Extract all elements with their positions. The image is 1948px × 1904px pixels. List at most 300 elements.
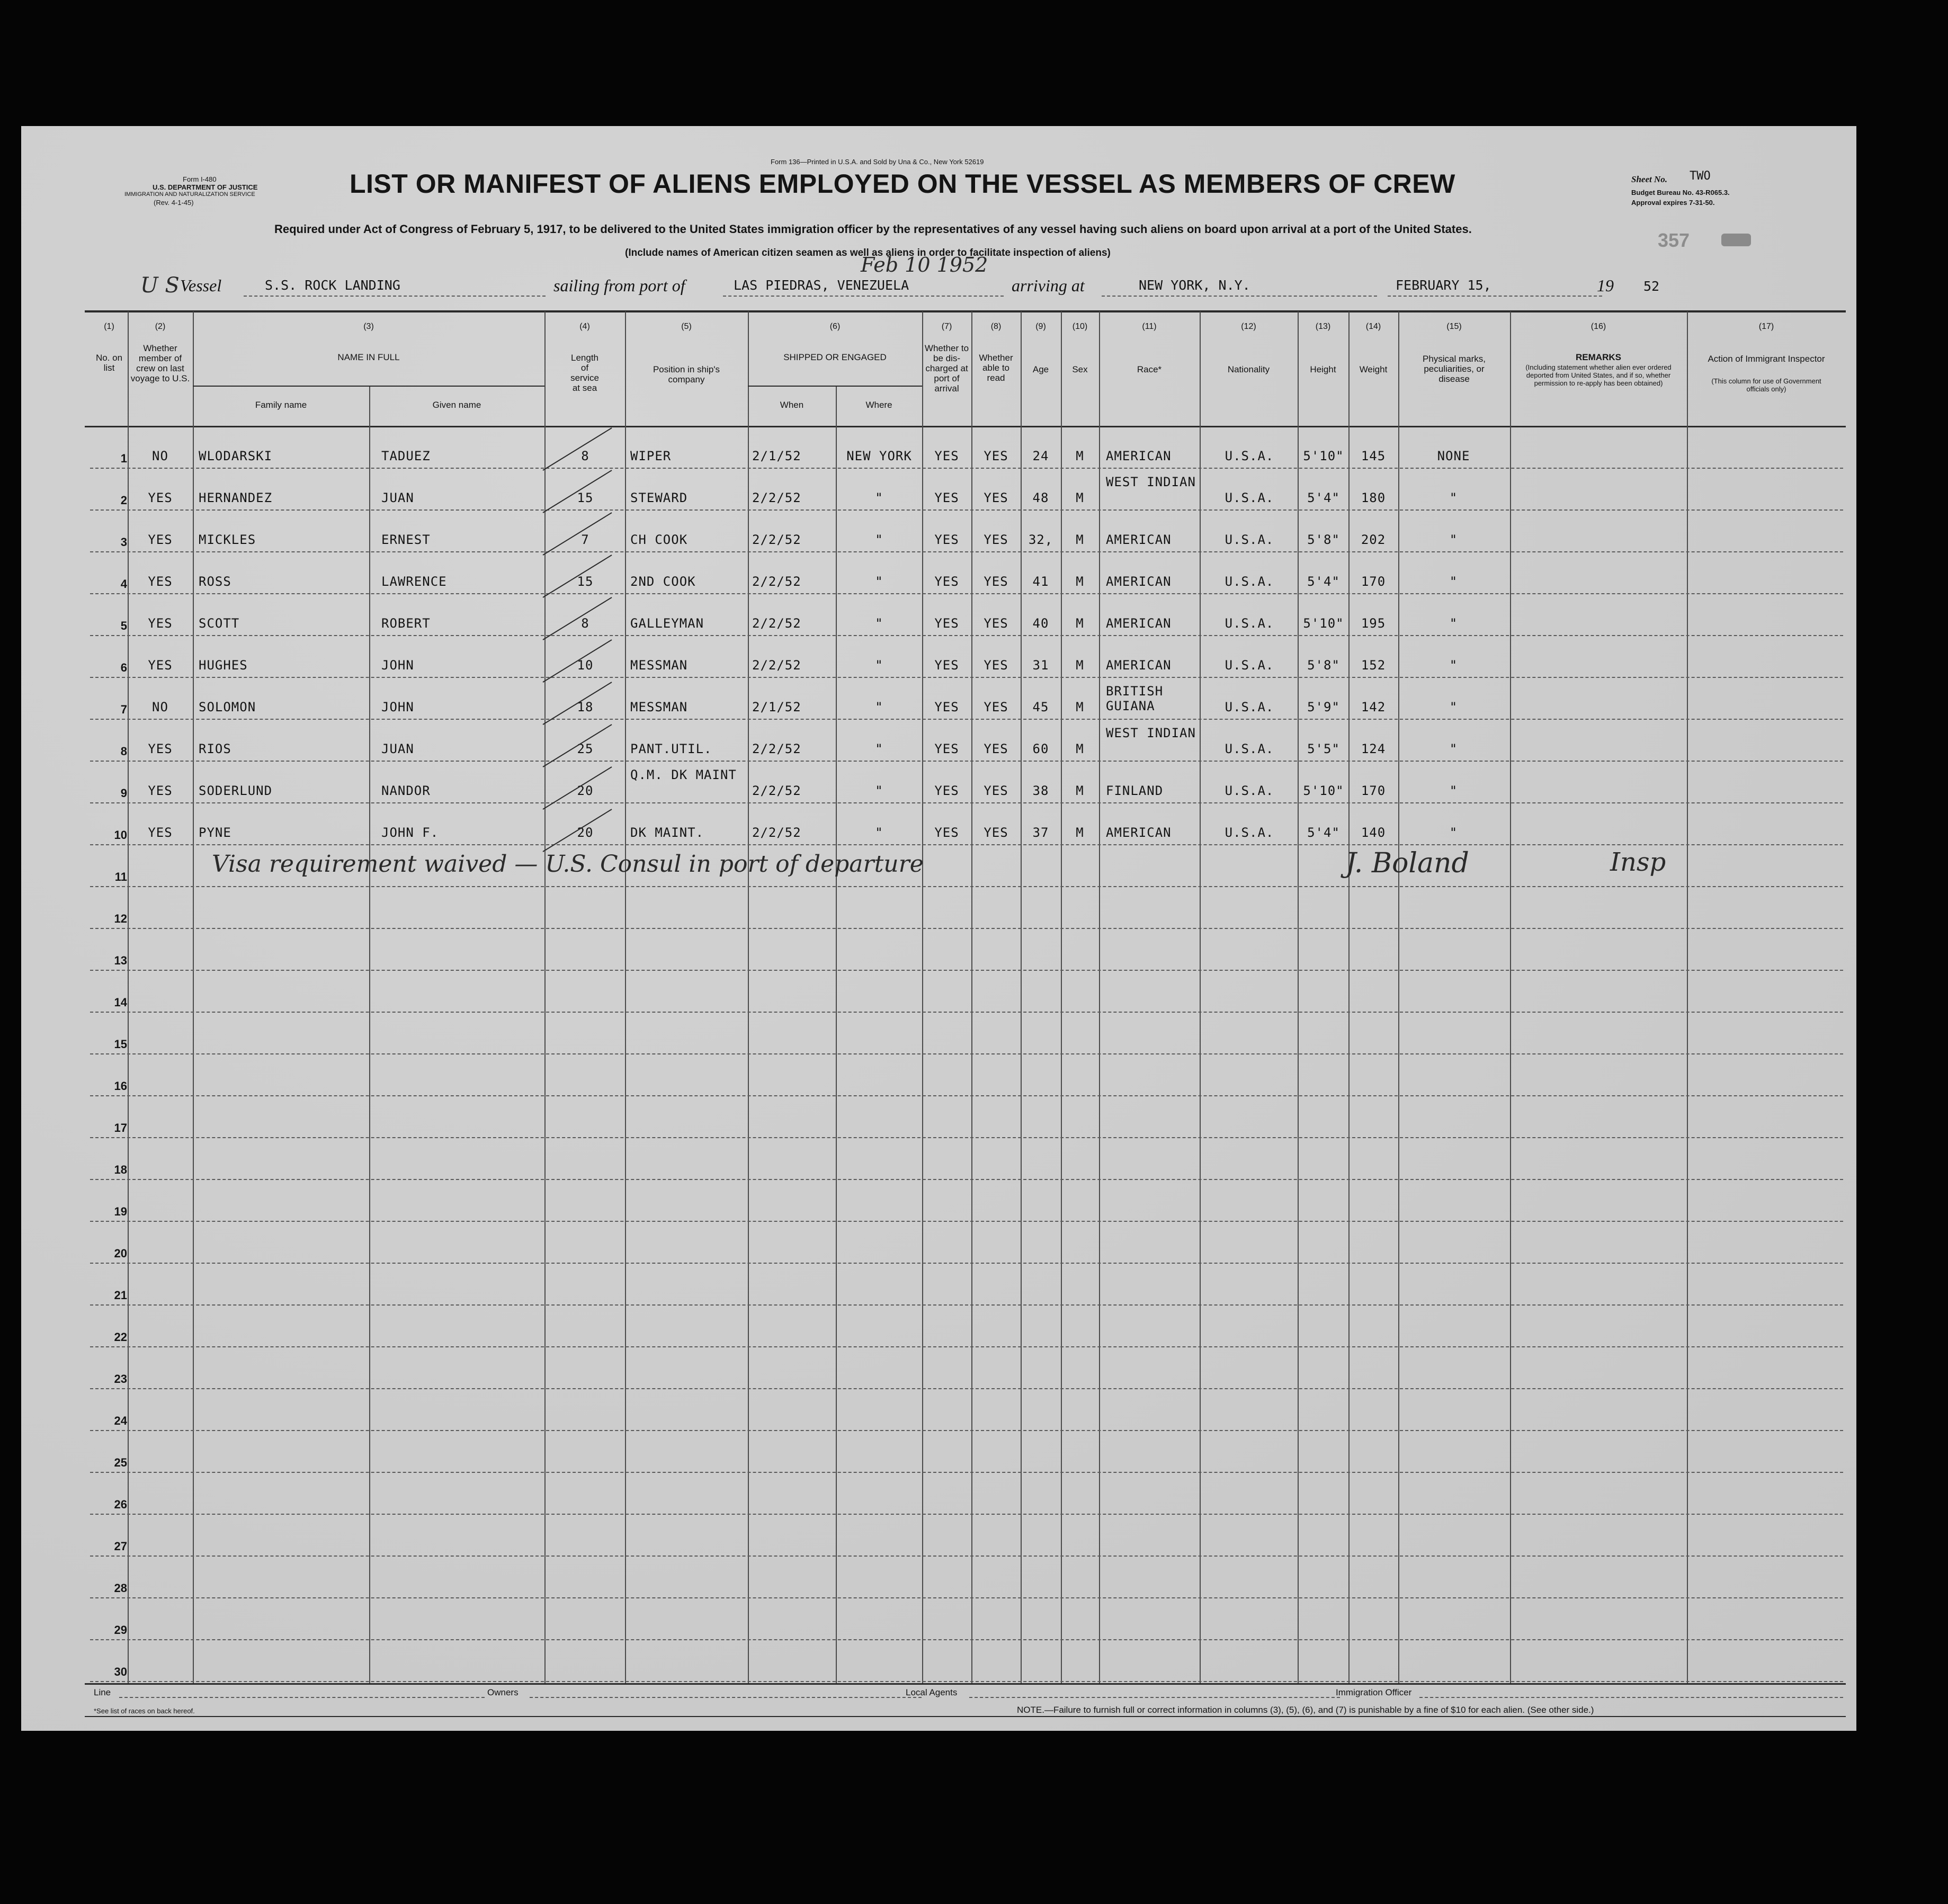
row-number: 24 xyxy=(114,1414,127,1427)
col-head-physical-marks: Physical marks, peculiarities, or disease xyxy=(1422,354,1486,384)
cell-read: YES xyxy=(984,490,1008,505)
cell-race: AMERICAN xyxy=(1106,658,1172,673)
row-rule xyxy=(90,1430,1843,1431)
cell-sex: M xyxy=(1076,658,1084,673)
row-number: 11 xyxy=(114,870,127,883)
cell-sex: M xyxy=(1076,616,1084,631)
column-divider xyxy=(971,311,972,1683)
cell-when: 2/2/52 xyxy=(752,825,801,840)
cell-given: NANDOR xyxy=(381,783,431,798)
footer-fill-line xyxy=(969,1697,1340,1698)
row-rule xyxy=(90,1304,1843,1306)
strike-mark xyxy=(543,725,612,767)
vessel-label: Vessel xyxy=(180,276,222,295)
cell-race: FINLAND xyxy=(1106,783,1164,798)
cell-when: 2/2/52 xyxy=(752,616,801,631)
cell-weight: 170 xyxy=(1361,783,1386,798)
col-num-5: (5) xyxy=(681,322,692,331)
cell-age: 60 xyxy=(1032,741,1049,756)
sheet-label: Sheet No. xyxy=(1631,174,1667,184)
row-rule xyxy=(90,1639,1843,1640)
cell-sex: M xyxy=(1076,532,1084,547)
cell-nationality: U.S.A. xyxy=(1225,532,1274,547)
cell-when: 2/2/52 xyxy=(752,741,801,756)
header-bottom-rule xyxy=(85,426,1846,427)
row-number: 3 xyxy=(120,535,127,549)
sailing-label: sailing from port of xyxy=(553,276,685,295)
vessel-prefix-hand: U S xyxy=(140,273,180,298)
cell-read: YES xyxy=(984,532,1008,547)
row-rule xyxy=(90,970,1843,971)
cell-weight: 124 xyxy=(1361,741,1386,756)
cell-height: 5'10" xyxy=(1303,616,1344,631)
row-number: 19 xyxy=(114,1205,127,1218)
cell-nationality: U.S.A. xyxy=(1225,783,1274,798)
row-number: 26 xyxy=(114,1498,127,1511)
col-head-where: Where xyxy=(865,400,892,410)
cell-family: HERNANDEZ xyxy=(199,490,273,505)
cell-discharged: YES xyxy=(934,490,959,505)
row-rule xyxy=(90,509,1843,511)
column-divider xyxy=(1021,311,1022,1683)
footer-officer-label: Immigration Officer xyxy=(1336,1687,1412,1697)
row-number: 22 xyxy=(114,1330,127,1344)
cell-weight: 195 xyxy=(1361,616,1386,631)
cell-nationality: U.S.A. xyxy=(1225,700,1274,714)
cell-discharged: YES xyxy=(934,783,959,798)
cell-height: 5'8" xyxy=(1307,532,1340,547)
cell-race: AMERICAN xyxy=(1106,449,1172,463)
cell-when: 2/2/52 xyxy=(752,490,801,505)
cell-prev: YES xyxy=(148,574,173,589)
cell-nationality: U.S.A. xyxy=(1225,741,1274,756)
strike-mark xyxy=(543,809,612,852)
cell-race: BRITISH GUIANA xyxy=(1106,684,1164,713)
cell-service: 10 xyxy=(577,658,594,673)
row-rule xyxy=(90,1597,1843,1598)
manifest-sheet xyxy=(21,126,1856,1731)
cell-height: 5'8" xyxy=(1307,658,1340,673)
cell-sex: M xyxy=(1076,783,1084,798)
cell-read: YES xyxy=(984,741,1008,756)
cell-when: 2/1/52 xyxy=(752,700,801,714)
cell-prev: NO xyxy=(152,449,168,463)
col-num-13: (13) xyxy=(1315,322,1331,331)
cell-race: WEST INDIAN xyxy=(1106,726,1196,740)
port-of-arrival: NEW YORK, N.Y. xyxy=(1139,278,1250,293)
col-head-when: When xyxy=(780,400,804,410)
date-fill-line xyxy=(1388,296,1602,297)
cell-height: 5'4" xyxy=(1307,574,1340,589)
column-divider xyxy=(748,311,749,1683)
cell-age: 31 xyxy=(1032,658,1049,673)
arriving-label: arriving at xyxy=(1012,276,1085,295)
cell-position: Q.M. DK MAINT xyxy=(630,767,737,782)
row-rule xyxy=(90,928,1843,929)
form-revision: (Rev. 4-1-45) xyxy=(154,199,194,207)
row-number: 29 xyxy=(114,1623,127,1637)
footer-fill-line xyxy=(1419,1697,1843,1698)
col-num-10: (10) xyxy=(1072,322,1088,331)
cell-service: 25 xyxy=(577,741,594,756)
row-number: 28 xyxy=(114,1581,127,1595)
cell-service: 8 xyxy=(581,449,589,463)
row-number: 23 xyxy=(114,1372,127,1385)
cell-prev: YES xyxy=(148,783,173,798)
row-rule xyxy=(90,886,1843,887)
cell-discharged: YES xyxy=(934,532,959,547)
cell-when: 2/1/52 xyxy=(752,449,801,463)
col-head-nationality: Nationality xyxy=(1227,364,1270,374)
cell-nationality: U.S.A. xyxy=(1225,574,1274,589)
col-head-no: No. on list xyxy=(95,353,123,373)
include-note: (Include names of American citizen seamen as well as aliens in order to facilitate inspection of aliens) xyxy=(625,247,1111,258)
cell-where: NEW YORK xyxy=(846,449,912,463)
cell-age: 24 xyxy=(1032,449,1049,463)
cell-family: HUGHES xyxy=(199,658,248,673)
cell-height: 5'9" xyxy=(1307,700,1340,714)
form-number: Form I-480 xyxy=(183,175,217,183)
strike-mark xyxy=(543,555,612,597)
cell-marks: " xyxy=(1449,574,1458,589)
col-head-height: Height xyxy=(1310,364,1336,374)
row-rule xyxy=(90,1681,1843,1682)
cell-where: " xyxy=(875,574,883,589)
cell-position: CH COOK xyxy=(630,532,688,547)
cell-weight: 202 xyxy=(1361,532,1386,547)
cell-when: 2/2/52 xyxy=(752,783,801,798)
row-rule xyxy=(90,1095,1843,1096)
row-rule xyxy=(90,1556,1843,1557)
subheader-rule xyxy=(748,386,922,387)
row-number: 2 xyxy=(120,494,127,507)
row-number: 1 xyxy=(120,452,127,465)
cell-discharged: YES xyxy=(934,574,959,589)
cell-service: 15 xyxy=(577,574,594,589)
cell-sex: M xyxy=(1076,741,1084,756)
cell-nationality: U.S.A. xyxy=(1225,490,1274,505)
row-number: 4 xyxy=(120,577,127,591)
footer-fill-line xyxy=(530,1697,922,1698)
col-head-sex: Sex xyxy=(1072,364,1088,374)
cell-weight: 145 xyxy=(1361,449,1386,463)
cell-where: " xyxy=(875,658,883,673)
fine-note: NOTE.—Failure to furnish full or correct information in columns (3), (5), (6), and (7) is punishable by a fine of $10 for each alien. (See other side.) xyxy=(1017,1705,1594,1715)
col-head-age: Age xyxy=(1032,364,1049,374)
cell-read: YES xyxy=(984,658,1008,673)
cell-race: AMERICAN xyxy=(1106,532,1172,547)
col-num-15: (15) xyxy=(1446,322,1462,331)
col-head-weight: Weight xyxy=(1359,364,1388,374)
row-rule xyxy=(90,551,1843,552)
table-top-rule xyxy=(85,310,1846,312)
strike-mark xyxy=(543,640,612,682)
cell-race: WEST INDIAN xyxy=(1106,475,1196,489)
row-rule xyxy=(90,635,1843,636)
strike-mark xyxy=(543,428,612,470)
row-number: 7 xyxy=(120,703,127,716)
row-rule xyxy=(90,593,1843,594)
cell-family: SOLOMON xyxy=(199,700,256,714)
inspector-signature: J. Boland xyxy=(1345,847,1469,879)
row-rule xyxy=(90,1221,1843,1222)
col-num-2: (2) xyxy=(155,322,166,331)
row-rule xyxy=(90,719,1843,720)
cell-nationality: U.S.A. xyxy=(1225,825,1274,840)
cell-prev: YES xyxy=(148,490,173,505)
handwritten-visa-remark: Visa requirement waived — U.S. Consul in port of departure xyxy=(212,851,924,878)
cell-service: 8 xyxy=(581,616,589,631)
cell-read: YES xyxy=(984,700,1008,714)
cell-position: MESSMAN xyxy=(630,700,688,714)
row-number: 8 xyxy=(120,745,127,758)
arrival-date: FEBRUARY 15, xyxy=(1396,278,1491,293)
stamp-smudge xyxy=(1721,234,1751,246)
row-number: 27 xyxy=(114,1540,127,1553)
cell-sex: M xyxy=(1076,574,1084,589)
cell-age: 45 xyxy=(1032,700,1049,714)
cell-marks: NONE xyxy=(1437,449,1470,463)
row-number: 13 xyxy=(114,954,127,967)
row-rule xyxy=(90,844,1843,845)
cell-height: 5'4" xyxy=(1307,490,1340,505)
strike-mark xyxy=(543,767,612,809)
cell-weight: 152 xyxy=(1361,658,1386,673)
cell-nationality: U.S.A. xyxy=(1225,449,1274,463)
year-prefix: 19 xyxy=(1597,276,1614,295)
handwritten-date: Feb 10 1952 xyxy=(861,253,988,276)
col-num-12: (12) xyxy=(1241,322,1256,331)
sheet-number: TWO xyxy=(1690,169,1711,183)
cell-family: PYNE xyxy=(199,825,231,840)
row-rule xyxy=(90,1388,1843,1389)
column-divider xyxy=(1398,311,1399,1683)
vessel-fill-line xyxy=(244,296,546,297)
row-rule xyxy=(90,1053,1843,1054)
cell-given: JOHN F. xyxy=(381,825,439,840)
port-fill-line xyxy=(723,296,1004,297)
footer-rule xyxy=(85,1716,1846,1717)
cell-weight: 140 xyxy=(1361,825,1386,840)
cell-where: " xyxy=(875,490,883,505)
col-head-discharged: Whether to be dis-charged at port of arrival xyxy=(924,343,969,394)
col-head-given-name: Given name xyxy=(432,400,481,410)
cell-position: DK MAINT. xyxy=(630,825,704,840)
column-divider xyxy=(1510,311,1511,1683)
row-number: 10 xyxy=(114,828,127,842)
column-divider xyxy=(1687,311,1688,1683)
cell-given: ROBERT xyxy=(381,616,431,631)
col-head-family-name: Family name xyxy=(255,400,307,410)
port-of-departure: LAS PIEDRAS, VENEZUELA xyxy=(734,278,909,293)
col-num-16: (16) xyxy=(1590,322,1606,331)
cell-service: 20 xyxy=(577,783,594,798)
row-rule xyxy=(90,1472,1843,1473)
cell-read: YES xyxy=(984,783,1008,798)
col-head-remarks-note: (Including statement whether alien ever ordered deported from United States, and if so, whether permission to re-apply has been obtained) xyxy=(1525,363,1672,387)
row-number: 12 xyxy=(114,912,127,925)
cell-discharged: YES xyxy=(934,616,959,631)
col-head-position: Position in ship's company xyxy=(653,364,720,385)
footer-owners-label: Owners xyxy=(487,1687,519,1697)
cell-sex: M xyxy=(1076,825,1084,840)
row-number: 17 xyxy=(114,1121,127,1134)
row-rule xyxy=(90,1137,1843,1138)
cell-nationality: U.S.A. xyxy=(1225,658,1274,673)
col-head-action: Action of Immigrant Inspector xyxy=(1708,354,1825,364)
cell-height: 5'10" xyxy=(1303,783,1344,798)
footer-agents-label: Local Agents xyxy=(906,1687,958,1697)
cell-where: " xyxy=(875,532,883,547)
col-head-read: Whether able to read xyxy=(979,353,1013,383)
row-number: 5 xyxy=(120,619,127,632)
arrival-fill-line xyxy=(1102,296,1377,297)
row-rule xyxy=(90,802,1843,803)
stamp-number: 357 xyxy=(1658,229,1690,251)
cell-race: AMERICAN xyxy=(1106,825,1172,840)
cell-family: ROSS xyxy=(199,574,231,589)
cell-given: JOHN xyxy=(381,700,414,714)
cell-marks: " xyxy=(1449,658,1458,673)
cell-where: " xyxy=(875,700,883,714)
col-head-previous-voyage: Whether member of crew on last voyage to U.S. xyxy=(130,343,190,383)
cell-weight: 170 xyxy=(1361,574,1386,589)
service-name: IMMIGRATION AND NATURALIZATION SERVICE xyxy=(124,191,255,198)
cell-age: 41 xyxy=(1032,574,1049,589)
cell-race: AMERICAN xyxy=(1106,616,1172,631)
cell-when: 2/2/52 xyxy=(752,574,801,589)
cell-discharged: YES xyxy=(934,449,959,463)
col-head-service: Length of service at sea xyxy=(570,353,599,393)
cell-discharged: YES xyxy=(934,658,959,673)
row-number: 9 xyxy=(120,786,127,800)
page-title: LIST OR MANIFEST OF ALIENS EMPLOYED ON THE VESSEL AS MEMBERS OF CREW xyxy=(350,169,1455,199)
strike-mark xyxy=(543,513,612,555)
cell-where: " xyxy=(875,783,883,798)
cell-position: 2ND COOK xyxy=(630,574,696,589)
cell-position: WIPER xyxy=(630,449,672,463)
page-subtitle: Required under Act of Congress of February 5, 1917, to be delivered to the United States immigration officer by the representatives of any vessel having such aliens on board upon arrival at a port of the United States. xyxy=(274,222,1472,236)
col-num-7: (7) xyxy=(941,322,952,331)
row-number: 16 xyxy=(114,1079,127,1093)
row-rule xyxy=(90,1263,1843,1264)
cell-position: STEWARD xyxy=(630,490,688,505)
subheader-rule xyxy=(193,386,544,387)
row-number: 15 xyxy=(114,1038,127,1051)
cell-when: 2/2/52 xyxy=(752,532,801,547)
vessel-name: S.S. ROCK LANDING xyxy=(265,278,400,293)
cell-prev: YES xyxy=(148,658,173,673)
col-head-remarks: REMARKS xyxy=(1576,352,1621,362)
row-rule xyxy=(90,1012,1843,1013)
column-divider xyxy=(1099,311,1100,1683)
column-divider xyxy=(193,311,194,1683)
col-head-race: Race* xyxy=(1137,364,1162,374)
arrival-year: 52 xyxy=(1643,279,1660,294)
column-divider xyxy=(1298,311,1299,1683)
cell-sex: M xyxy=(1076,449,1084,463)
row-number: 30 xyxy=(114,1665,127,1678)
row-rule xyxy=(90,1346,1843,1347)
col-head-shipped: SHIPPED OR ENGAGED xyxy=(783,352,887,362)
cell-marks: " xyxy=(1449,532,1458,547)
cell-given: ERNEST xyxy=(381,532,431,547)
races-note: *See list of races on back hereof. xyxy=(94,1707,195,1715)
cell-read: YES xyxy=(984,825,1008,840)
footer-fill-line xyxy=(119,1697,485,1698)
budget-number: Budget Bureau No. 43-R065.3. xyxy=(1631,189,1730,196)
cell-sex: M xyxy=(1076,700,1084,714)
cell-prev: YES xyxy=(148,825,173,840)
column-divider xyxy=(128,311,129,1683)
col-num-11: (11) xyxy=(1142,322,1157,331)
column-divider xyxy=(1348,311,1350,1683)
cell-position: PANT.UTIL. xyxy=(630,741,712,756)
col-head-name: NAME IN FULL xyxy=(337,352,400,362)
cell-age: 32, xyxy=(1028,532,1053,547)
cell-service: 20 xyxy=(577,825,594,840)
cell-height: 5'10" xyxy=(1303,449,1344,463)
row-rule xyxy=(90,1179,1843,1180)
row-number: 14 xyxy=(114,996,127,1009)
cell-age: 38 xyxy=(1032,783,1049,798)
row-rule xyxy=(90,761,1843,762)
cell-where: " xyxy=(875,616,883,631)
cell-age: 37 xyxy=(1032,825,1049,840)
department-name: U.S. DEPARTMENT OF JUSTICE xyxy=(153,183,258,191)
table-bottom-rule xyxy=(85,1683,1846,1685)
cell-family: RIOS xyxy=(199,741,231,756)
cell-nationality: U.S.A. xyxy=(1225,616,1274,631)
strike-mark xyxy=(543,597,612,640)
col-num-4: (4) xyxy=(579,322,590,331)
column-divider xyxy=(369,386,370,1683)
cell-prev: NO xyxy=(152,700,168,714)
cell-family: SCOTT xyxy=(199,616,240,631)
cell-marks: " xyxy=(1449,616,1458,631)
cell-service: 7 xyxy=(581,532,589,547)
cell-service: 15 xyxy=(577,490,594,505)
col-num-1: (1) xyxy=(104,322,114,331)
approval-expiry: Approval expires 7-31-50. xyxy=(1631,199,1715,207)
cell-weight: 142 xyxy=(1361,700,1386,714)
cell-given: JUAN xyxy=(381,741,414,756)
row-number: 18 xyxy=(114,1163,127,1176)
cell-marks: " xyxy=(1449,783,1458,798)
col-num-9: (9) xyxy=(1035,322,1046,331)
cell-sex: M xyxy=(1076,490,1084,505)
row-number: 25 xyxy=(114,1456,127,1469)
footer-line-label: Line xyxy=(94,1687,111,1697)
row-rule xyxy=(90,1514,1843,1515)
printer-line: Form 136—Printed in U.S.A. and Sold by Una & Co., New York 52619 xyxy=(771,158,984,166)
cell-given: JOHN xyxy=(381,658,414,673)
cell-when: 2/2/52 xyxy=(752,658,801,673)
cell-marks: " xyxy=(1449,490,1458,505)
cell-read: YES xyxy=(984,449,1008,463)
cell-race: AMERICAN xyxy=(1106,574,1172,589)
cell-given: TADUEZ xyxy=(381,449,431,463)
cell-position: GALLEYMAN xyxy=(630,616,704,631)
column-divider xyxy=(1061,311,1062,1683)
col-head-action-note: (This column for use of Government officials only) xyxy=(1711,377,1821,393)
strike-mark xyxy=(543,682,612,725)
cell-prev: YES xyxy=(148,532,173,547)
row-number: 6 xyxy=(120,661,127,674)
cell-prev: YES xyxy=(148,616,173,631)
cell-family: MICKLES xyxy=(199,532,256,547)
cell-position: MESSMAN xyxy=(630,658,688,673)
